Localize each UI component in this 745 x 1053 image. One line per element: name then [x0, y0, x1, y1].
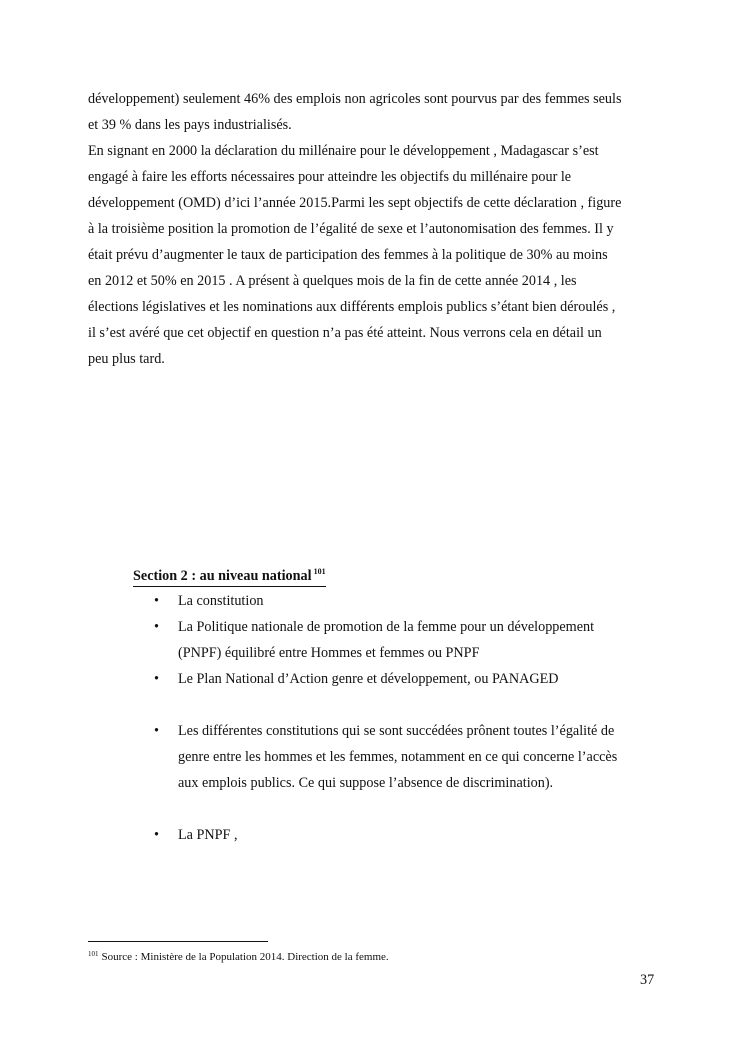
page-number: 37 [640, 972, 655, 988]
bullet-icon: • [154, 593, 159, 609]
body-line: à la troisième position la promotion de l’égalité de sexe et l’autonomisation des femmes. Il y [88, 221, 614, 237]
list-item-text: La PNPF , [178, 827, 238, 843]
footnote-separator [88, 941, 268, 942]
bullet-icon: • [154, 619, 159, 635]
body-line: était prévu d’augmenter le taux de participation des femmes à la politique de 30% au moins [88, 247, 608, 263]
bullet-icon: • [154, 723, 159, 739]
list-item [0, 614, 648, 666]
body-line: et 39 % dans les pays industrialisés. [88, 117, 292, 133]
bullet-icon: • [154, 671, 159, 687]
list-item-text: genre entre les hommes et les femmes, notamment en ce qui concerne l’accès [178, 749, 618, 765]
list-item-text: Les différentes constitutions qui se sont succédées prônent toutes l’égalité de [178, 723, 615, 739]
footnote [88, 946, 389, 965]
body-line: En signant en 2000 la déclaration du millénaire pour le développement , Madagascar s’est [88, 143, 599, 159]
list-item-text: Le Plan National d’Action genre et développement, ou PANAGED [178, 671, 559, 687]
footnote-text: Source : Ministère de la Population 2014. Direction de la femme. [101, 951, 389, 963]
list-item-text: La Politique nationale de promotion de la femme pour un développement [178, 619, 595, 635]
list-item [0, 822, 648, 848]
footnote-reference[interactable]: 101 [313, 567, 326, 576]
bullet-icon: • [154, 827, 159, 843]
body-paragraph [88, 86, 663, 372]
list-item [0, 588, 648, 614]
section-heading [133, 563, 326, 587]
bullet-list [0, 588, 745, 848]
list-item [0, 718, 648, 796]
list-spacer [0, 796, 745, 822]
footnote-number: 101 [88, 950, 99, 958]
body-line: élections législatives et les nominations aux différents emplois publics s’étant bien déroulés , [88, 299, 616, 315]
section-title: Section 2 : au niveau national [133, 568, 312, 584]
body-line: développement (OMD) d’ici l’année 2015.Parmi les sept objectifs de cette déclaration , figure [88, 195, 622, 211]
body-line: engagé à faire les efforts nécessaires pour atteindre les objectifs du millénaire pour le [88, 169, 572, 185]
list-spacer [0, 692, 745, 718]
list-item [0, 666, 648, 692]
body-line: développement) seulement 46% des emplois non agricoles sont pourvus par des femmes seuls [88, 91, 622, 107]
body-line: en 2012 et 50% en 2015 . A présent à quelques mois de la fin de cette année 2014 , les [88, 273, 577, 289]
list-item-text: La constitution [178, 593, 264, 609]
body-line: peu plus tard. [88, 351, 165, 367]
list-item-text: aux emplois publics. Ce qui suppose l’absence de discrimination). [178, 775, 554, 791]
body-line: il s’est avéré que cet objectif en question n’a pas été atteint. Nous verrons cela en détail un [88, 325, 602, 341]
list-item-text: (PNPF) équilibré entre Hommes et femmes ou PNPF [178, 645, 480, 661]
